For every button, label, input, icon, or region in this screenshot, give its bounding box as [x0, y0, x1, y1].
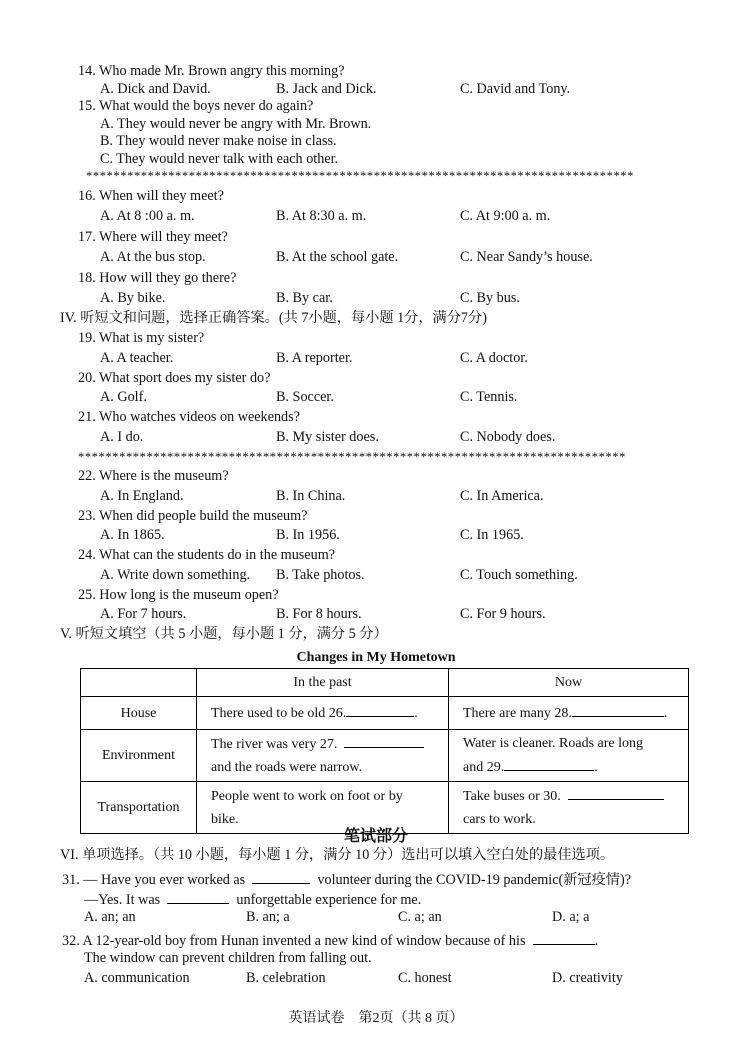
- q24-question: 24. What can the students do in the museum?: [78, 547, 336, 563]
- q15-option-a: A. They would never be angry with Mr. Brown.: [100, 116, 372, 132]
- answer-blank-28[interactable]: [572, 701, 664, 717]
- q14-option-b: B. Jack and Dick.: [276, 81, 377, 97]
- cell-text: Water is cleaner. Roads are long: [463, 736, 644, 751]
- q23-question: 23. When did people build the museum?: [78, 508, 308, 524]
- separator-stars: ********************************************************************************: [78, 451, 626, 463]
- q32-text: 32. A 12-year-old boy from Hunan invented a new kind of window because of his: [62, 933, 526, 949]
- q22-option-a: A. In England.: [100, 488, 184, 504]
- q20-option-c: C. Tennis.: [460, 389, 518, 405]
- q32-text: .: [594, 933, 599, 949]
- table-row: [81, 697, 689, 730]
- q32-option-a: A. communication: [84, 970, 190, 986]
- q19-option-a: A. A teacher.: [100, 350, 174, 366]
- cell-text: There are many 28.: [463, 706, 572, 721]
- cell-text: There used to be old 26.: [211, 706, 347, 721]
- q18-option-c: C. By bus.: [460, 290, 520, 306]
- table-cell: There used to be old 26. .: [197, 697, 449, 730]
- cell-text: bike.: [211, 811, 239, 827]
- hometown-table: [80, 668, 689, 834]
- q32-option-c: C. honest: [398, 970, 452, 986]
- cell-text: cars to work.: [463, 812, 536, 827]
- cell-text: People went to work on foot or by: [211, 788, 403, 804]
- q14-option-c: C. David and Tony.: [460, 81, 571, 97]
- q20-question: 20. What sport does my sister do?: [78, 370, 271, 386]
- cell-text: and the roads were narrow.: [211, 760, 363, 775]
- answer-blank-27[interactable]: [344, 732, 424, 748]
- q18-option-a: A. By bike.: [100, 290, 166, 306]
- section-heading: VI. 单项选择。（共 10 小题，每小题 1 分，满分 10 分）选出可以填入空白处的最佳选项。: [60, 847, 615, 863]
- q24-option-a: A. Write down something.: [100, 567, 251, 583]
- q23-option-a: A. In 1865.: [100, 527, 165, 543]
- q31-question: [62, 868, 631, 889]
- q19-option-b: B. A reporter.: [276, 350, 353, 366]
- q19-question: 19. What is my sister?: [78, 330, 205, 346]
- q16-question: 16. When will they meet?: [78, 188, 224, 204]
- q15-option-c: C. They would never talk with each other.: [100, 151, 339, 167]
- column-header-past: In the past: [197, 669, 449, 697]
- answer-blank[interactable]: [533, 929, 595, 945]
- q22-option-c: C. In America.: [460, 488, 544, 504]
- row-label-house: House: [81, 697, 197, 730]
- q16-option-c: C. At 9:00 a. m.: [460, 208, 551, 224]
- q23-option-b: B. In 1956.: [276, 527, 340, 543]
- answer-blank-26[interactable]: [346, 701, 414, 717]
- answer-blank-29[interactable]: [504, 755, 594, 771]
- answer-blank[interactable]: [252, 868, 310, 884]
- q18-option-b: B. By car.: [276, 290, 333, 306]
- table-cell: [81, 669, 197, 697]
- q25-option-a: A. For 7 hours.: [100, 606, 187, 622]
- table-caption: Changes in My Hometown: [296, 650, 456, 665]
- cell-text: Take buses or 30.: [463, 789, 561, 804]
- q17-option-a: A. At the bus stop.: [100, 249, 206, 265]
- q32-option-b: B. celebration: [246, 970, 326, 986]
- table-cell: Water is cleaner. Roads are long and 29. .: [449, 730, 689, 782]
- table-row: [81, 669, 689, 697]
- q32-option-d: D. creativity: [552, 970, 623, 986]
- q15-option-b: B. They would never make noise in class.: [100, 133, 337, 149]
- cell-text: The river was very 27.: [211, 737, 338, 752]
- q31-option-a: A. an; an: [84, 909, 136, 925]
- q14-option-a: A. Dick and David.: [100, 81, 211, 97]
- q21-question: 21. Who watches videos on weekends?: [78, 409, 300, 425]
- q31-option-c: C. a; an: [398, 909, 442, 925]
- q17-option-b: B. At the school gate.: [276, 249, 399, 265]
- answer-blank-30[interactable]: [568, 784, 664, 800]
- q22-question: 22. Where is the museum?: [78, 468, 229, 484]
- q15-question: 15. What would the boys never do again?: [78, 98, 314, 114]
- q31-text: —Yes. It was: [84, 892, 161, 908]
- q19-option-c: C. A doctor.: [460, 350, 528, 366]
- section-heading: IV. 听短文和问题，选择正确答案。(共 7小题，每小题 1分，满分7分): [60, 310, 487, 326]
- row-label-transportation: Transportation: [81, 782, 197, 834]
- q20-option-b: B. Soccer.: [276, 389, 334, 405]
- row-label-environment: Environment: [81, 730, 197, 782]
- q25-question: 25. How long is the museum open?: [78, 587, 279, 603]
- q17-question: 17. Where will they meet?: [78, 229, 228, 245]
- q22-option-b: B. In China.: [276, 488, 346, 504]
- q32-line2: The window can prevent children from falling out.: [84, 950, 372, 966]
- table-cell: [197, 730, 449, 782]
- q32-question: [62, 929, 598, 950]
- q24-option-c: C. Touch something.: [460, 567, 578, 583]
- section-heading: V. 听短文填空（共 5 小题，每小题 1 分，满分 5 分）: [60, 626, 388, 642]
- q31-option-b: B. an; a: [246, 909, 290, 925]
- q16-option-b: B. At 8:30 a. m.: [276, 208, 367, 224]
- q21-option-b: B. My sister does.: [276, 429, 379, 445]
- page-footer: 英语试卷 第2页（共 8 页）: [288, 1011, 464, 1026]
- written-part-title: 笔试部分: [343, 826, 408, 845]
- q25-option-b: B. For 8 hours.: [276, 606, 362, 622]
- q20-option-a: A. Golf.: [100, 389, 147, 405]
- table-cell: There are many 28. .: [449, 697, 689, 730]
- q23-option-c: C. In 1965.: [460, 527, 524, 543]
- separator-stars: ********************************************************************************: [86, 170, 634, 182]
- q31-response: [84, 888, 421, 909]
- answer-blank[interactable]: [167, 888, 229, 904]
- q21-option-a: A. I do.: [100, 429, 144, 445]
- q31-text: 31. — Have you ever worked as: [62, 872, 246, 888]
- table-row: [81, 730, 689, 782]
- q31-text: unforgettable experience for me.: [236, 892, 422, 908]
- q21-option-c: C. Nobody does.: [460, 429, 556, 445]
- q25-option-c: C. For 9 hours.: [460, 606, 546, 622]
- q24-option-b: B. Take photos.: [276, 567, 365, 583]
- q31-option-d: D. a; a: [552, 909, 590, 925]
- q17-option-c: C. Near Sandy’s house.: [460, 249, 593, 265]
- column-header-now: Now: [449, 669, 689, 697]
- q16-option-a: A. At 8 :00 a. m.: [100, 208, 195, 224]
- q18-question: 18. How will they go there?: [78, 270, 237, 286]
- q31-text: volunteer during the COVID-19 pandemic(新冠疫情)?: [317, 872, 632, 888]
- cell-text: and 29.: [463, 760, 505, 775]
- q14-question: 14. Who made Mr. Brown angry this morning?: [78, 63, 345, 79]
